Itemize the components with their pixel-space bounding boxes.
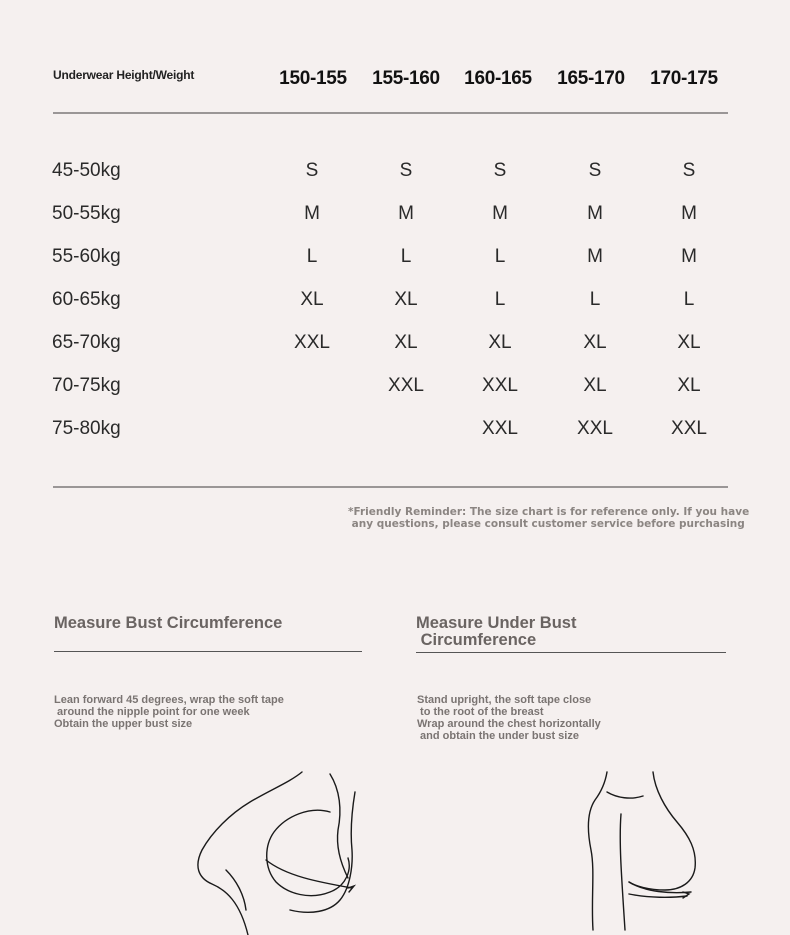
table-cell: XXL bbox=[577, 418, 613, 439]
reminder-line: *Friendly Reminder: The size chart is for reference only. If you have bbox=[348, 506, 750, 518]
row-label: 65-70kg bbox=[52, 332, 121, 353]
table-cell: M bbox=[492, 203, 508, 224]
table-top-divider bbox=[53, 112, 728, 114]
row-label: 75-80kg bbox=[52, 418, 121, 439]
table-cell: S bbox=[493, 160, 507, 181]
table-cell: L bbox=[494, 246, 506, 267]
table-cell: XXL bbox=[482, 418, 518, 439]
title-line: Measure Under Bust bbox=[416, 614, 577, 632]
table-cell: XL bbox=[583, 375, 607, 396]
reminder-line: any questions, please consult customer service before purchasing bbox=[348, 517, 745, 530]
row-label: 70-75kg bbox=[52, 375, 121, 396]
underbust-section-title bbox=[416, 615, 576, 649]
table-cell: XXL bbox=[482, 375, 518, 396]
table-cell: M bbox=[398, 203, 414, 224]
table-cell: L bbox=[494, 289, 506, 310]
column-header: 155-160 bbox=[372, 68, 440, 89]
instruction-line: Obtain the upper bust size bbox=[54, 718, 193, 730]
bust-instructions bbox=[54, 694, 384, 730]
table-header-label: Underwear Height/Weight bbox=[53, 68, 195, 82]
table-cell: S bbox=[399, 160, 413, 181]
table-cell: L bbox=[683, 289, 695, 310]
column-header: 150-155 bbox=[279, 68, 347, 89]
table-cell: XL bbox=[300, 289, 324, 310]
table-cell: S bbox=[682, 160, 696, 181]
row-label: 60-65kg bbox=[52, 289, 121, 310]
instruction-line: and obtain the under bust size bbox=[417, 730, 579, 742]
instruction-line: Wrap around the chest horizontally bbox=[417, 718, 601, 730]
table-cell: M bbox=[304, 203, 320, 224]
table-cell: M bbox=[681, 203, 697, 224]
bust-measure-illustration bbox=[190, 770, 370, 935]
instruction-line: Lean forward 45 degrees, wrap the soft tape bbox=[54, 694, 284, 706]
table-cell: XL bbox=[488, 332, 512, 353]
table-cell: M bbox=[587, 203, 603, 224]
instruction-line: around the nipple point for one week bbox=[54, 706, 250, 718]
underbust-section-divider bbox=[416, 652, 726, 653]
table-cell: XXL bbox=[671, 418, 707, 439]
table-cell: XL bbox=[394, 289, 418, 310]
table-cell: M bbox=[681, 246, 697, 267]
column-header: 170-175 bbox=[650, 68, 718, 89]
underbust-instructions bbox=[417, 694, 717, 742]
column-header: 165-170 bbox=[557, 68, 625, 89]
bust-section-divider bbox=[54, 651, 362, 652]
column-header: 160-165 bbox=[464, 68, 532, 89]
table-cell: XL bbox=[583, 332, 607, 353]
table-bottom-divider bbox=[53, 486, 728, 488]
row-label: 45-50kg bbox=[52, 160, 121, 181]
table-cell: XL bbox=[677, 375, 701, 396]
instruction-line: to the root of the breast bbox=[417, 706, 544, 718]
row-label: 50-55kg bbox=[52, 203, 121, 224]
table-cell: XXL bbox=[294, 332, 330, 353]
bust-section-title: Measure Bust Circumference bbox=[54, 614, 283, 632]
instruction-line: Stand upright, the soft tape close bbox=[417, 694, 592, 706]
table-cell: XL bbox=[677, 332, 701, 353]
title-line: Circumference bbox=[416, 631, 537, 649]
table-cell: XL bbox=[394, 332, 418, 353]
table-cell: L bbox=[589, 289, 601, 310]
table-cell: L bbox=[306, 246, 318, 267]
table-cell: XXL bbox=[388, 375, 424, 396]
row-label: 55-60kg bbox=[52, 246, 121, 267]
table-cell: L bbox=[400, 246, 412, 267]
table-cell: S bbox=[588, 160, 602, 181]
friendly-reminder bbox=[348, 507, 768, 530]
table-cell: S bbox=[305, 160, 319, 181]
underbust-measure-illustration bbox=[585, 770, 705, 935]
table-cell: M bbox=[587, 246, 603, 267]
